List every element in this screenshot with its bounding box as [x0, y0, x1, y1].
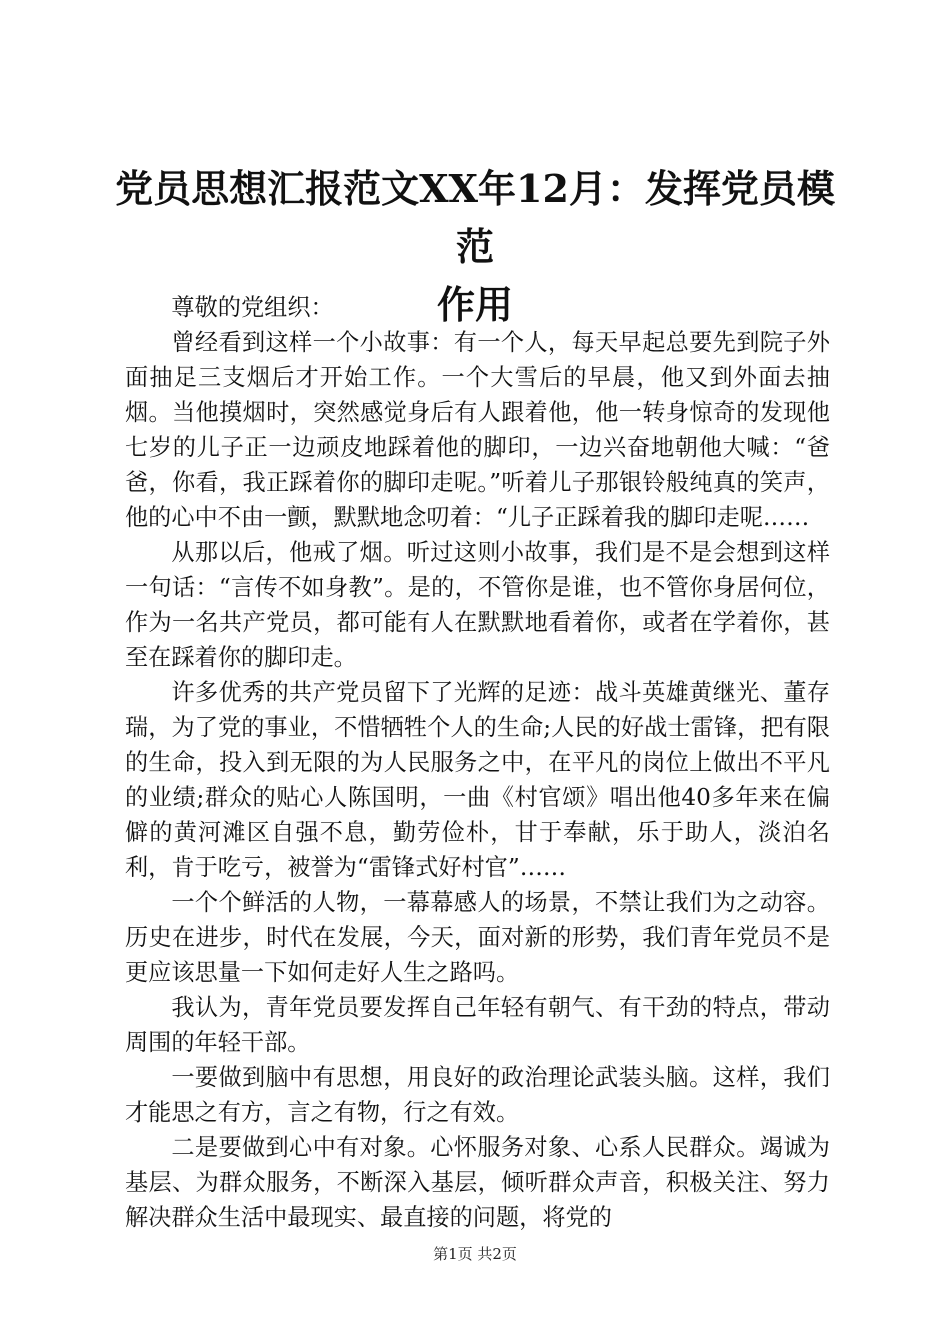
paragraph: 许多优秀的共产党员留下了光辉的足迹：战斗英雄黄继光、董存瑞，为了党的事业，不惜牺牲个人的生命;人民的好战士雷锋，把有限的生命，投入到无限的为人民服务之中，在平凡的岗位上做出不平凡的业绩;群众的贴心人陈国明，一曲《村官颂》唱出他40多年来在偏僻的黄河滩区自强不息，勤劳俭朴，甘于奉献，乐于助人，淡泊名利，肯于吃亏，被誉为“雷锋式好村官”……	[125, 679, 830, 881]
paragraph: 二是要做到心中有对象。心怀服务对象、心系人民群众。竭诚为基层、为群众服务，不断深入基层，倾听群众声音，积极关注、努力解决群众生活中最现实、最直接的问题，将党的	[125, 1134, 830, 1231]
paragraph: 一要做到脑中有思想，用良好的政治理论武装头脑。这样，我们才能思之有方，言之有物，行之有效。	[125, 1064, 830, 1126]
document-body	[125, 290, 830, 1235]
paragraph: 我认为，青年党员要发挥自己年轻有朝气、有干劲的特点，带动周围的年轻干部。	[125, 994, 830, 1056]
paragraph: 一个个鲜活的人物，一幕幕感人的场景，不禁让我们为之动容。历史在进步，时代在发展，今天，面对新的形势，我们青年党员不是更应该思量一下如何走好人生之路吗。	[125, 889, 830, 986]
title-line-1: 党员思想汇报范文XX年12月：发挥党员模范	[115, 166, 835, 269]
paragraph: 曾经看到这样一个小故事：有一个人，每天早起总要先到院子外面抽足三支烟后才开始工作。一个大雪后的早晨，他又到外面去抽烟。当他摸烟时，突然感觉身后有人跟着他，他一转身惊奇的发现他七岁的儿子正一边顽皮地踩着他的脚印，一边兴奋地朝他大喊：“爸爸，你看，我正踩着你的脚印走呢。”听着儿子那银铃般纯真的笑声，他的心中不由一颤，默默地念叨着：“儿子正踩着我的脚印走呢……	[125, 329, 830, 531]
page-number-footer: 第1页 共2页	[433, 1245, 517, 1263]
salutation: 尊敬的党组织：	[171, 294, 334, 321]
title-line-2: 作用	[436, 282, 513, 327]
paragraph: 从那以后，他戒了烟。听过这则小故事，我们是不是会想到这样一句话：“言传不如身教”。是的，不管你是谁，也不管你身居何位，作为一名共产党员，都可能有人在默默地看着你，或者在学着你，甚至在踩着你的脚印走。	[125, 539, 830, 671]
